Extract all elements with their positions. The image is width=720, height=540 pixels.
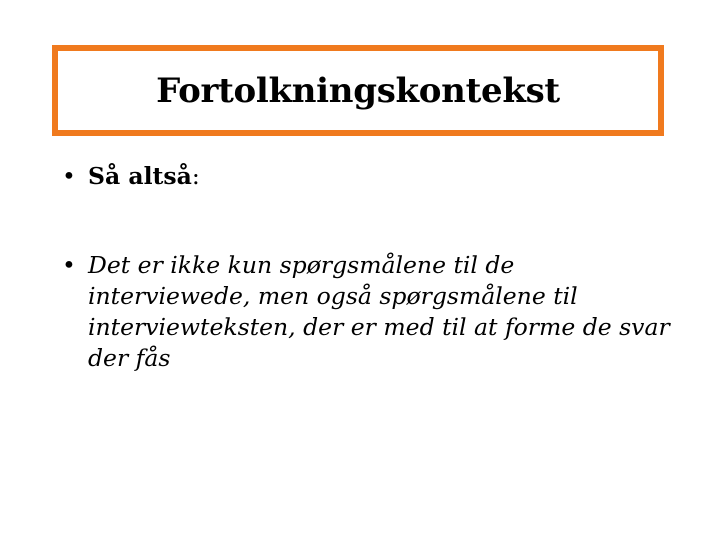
bullet-item-1 (62, 161, 682, 192)
bullet-list (62, 161, 682, 374)
title-box (52, 45, 664, 136)
bullet-text: Det er ikke kun spørgsmålene til de interviewede, men også spørgsmålene til interviewteksten, der er med til at forme de svar der fås (88, 251, 670, 372)
bullet-suffix: : (191, 162, 200, 190)
bullet-marker: • (62, 251, 76, 279)
bullet-marker: • (62, 162, 76, 190)
slide-title: Fortolkningskontekst (156, 70, 560, 111)
bullet-text: Så altså (88, 162, 192, 190)
bullet-item-2 (62, 250, 682, 374)
